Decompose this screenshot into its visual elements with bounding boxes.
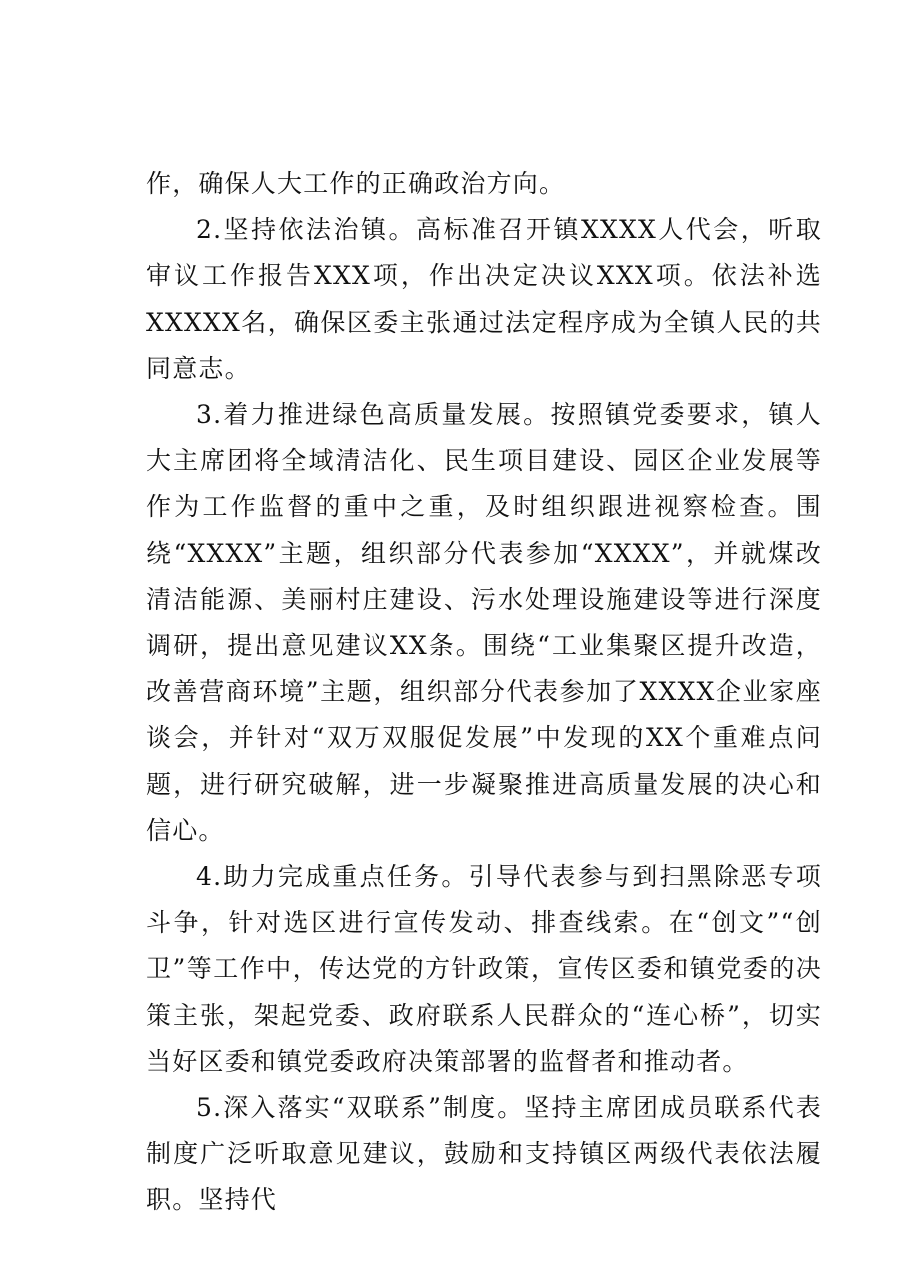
paragraph-item-4: 4.助力完成重点任务。引导代表参与到扫黑除恶专项斗争，针对选区进行宣传发动、排查线索。在“创文”“创卫”等工作中，传达党的方针政策，宣传区委和镇党委的决策主张，架起党委、政府联系人民群众的“连心桥”，切实当好区委和镇党委政府决策部署的监督者和推动者。	[146, 862, 822, 1076]
paragraph-item-3: 3.着力推进绿色高质量发展。按照镇党委要求，镇人大主席团将全域清洁化、民生项目建设、园区企业发展等作为工作监督的重中之重，及时组织跟进视察检查。围绕“XXXX”主题，组织部分代表参加“XXXX”，并就煤改清洁能源、美丽村庄建设、污水处理设施建设等进行深度调研，提出意见建议XX条。围绕“工业集聚区提升改造，改善营商环境”主题，组织部分代表参加了XXXX企业家座谈会，并针对“双万双服促发展”中发现的XX个重难点问题，进行研究破解，进一步凝聚推进高质量发展的决心和信心。	[146, 400, 822, 845]
paragraph-item-2: 2.坚持依法治镇。高标准召开镇XXXX人代会，听取审议工作报告XXX项，作出决定决议XXX项。依法补选XXXXX名，确保区委主张通过法定程序成为全镇人民的共同意志。	[146, 215, 822, 383]
document-body	[146, 161, 822, 1224]
paragraph-item-5: 5.深入落实“双联系”制度。坚持主席团成员联系代表制度广泛听取意见建议，鼓励和支持镇区两级代表依法履职。坚持代	[146, 1093, 822, 1215]
paragraph-continuation: 作，确保人大工作的正确政治方向。	[146, 169, 566, 198]
